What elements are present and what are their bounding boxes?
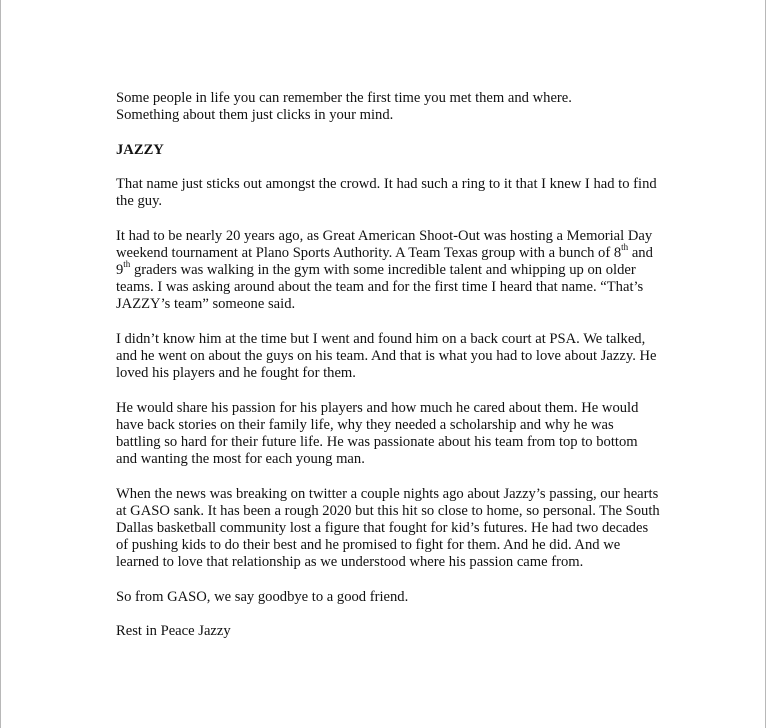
paragraph-news: When the news was breaking on twitter a couple nights ago about Jazzy’s passing, our hearts at GASO sank. It has been a rough 2020 but this hit so close to home, so personal. The South Dallas basketball community lost a figure that fought for kid’s futures. He had two decades of pushing kids to do their best and he promised to fight for them. And he did. And we learned to love that relationship as we understood where his passion came from. — [116, 485, 660, 571]
intro-line-2: Something about them just clicks in your mind. — [116, 107, 394, 124]
paragraph-tournament — [116, 228, 661, 314]
paragraph-rest-in-peace: Rest in Peace Jazzy — [116, 623, 231, 640]
heading-jazzy: JAZZY — [116, 141, 164, 158]
paragraph-name: That name just sticks out amongst the crowd. It had such a ring to it that I knew I had to find the guy. — [116, 175, 657, 210]
p2-superscript-2: th — [123, 259, 131, 270]
p2-text-a: It had to be nearly 20 years ago, as Great American Shoot-Out was hosting a Memorial Day weekend tournament at Plano Sports Authority. A Team Texas group with a bunch of 8 — [116, 227, 653, 261]
document-body — [116, 90, 661, 658]
p2-superscript-1: th — [621, 241, 629, 252]
paragraph-goodbye: So from GASO, we say goodbye to a good friend. — [116, 588, 409, 605]
intro-paragraph — [116, 90, 661, 124]
p2-text-b: and 9 — [116, 244, 653, 278]
p2-text-c: graders was walking in the gym with some incredible talent and whipping up on older teams. I was asking around about the team and for the first time I heard that name. “That’s JAZZY’s team” someone said. — [116, 261, 644, 313]
paragraph-passion: He would share his passion for his players and how much he cared about them. He would have back stories on their family life, why they needed a scholarship and why he was battling so hard for their future life. He was passionate about his team from top to bottom and wanting the most for each young man. — [116, 399, 639, 468]
paragraph-first-meeting: I didn’t know him at the time but I went and found him on a back court at PSA. We talked, and he went on about the guys on his team. And that is what you had to love about Jazzy. He loved his players and he fought for them. — [116, 330, 657, 382]
intro-line-1: Some people in life you can remember the first time you met them and where. — [116, 90, 572, 106]
